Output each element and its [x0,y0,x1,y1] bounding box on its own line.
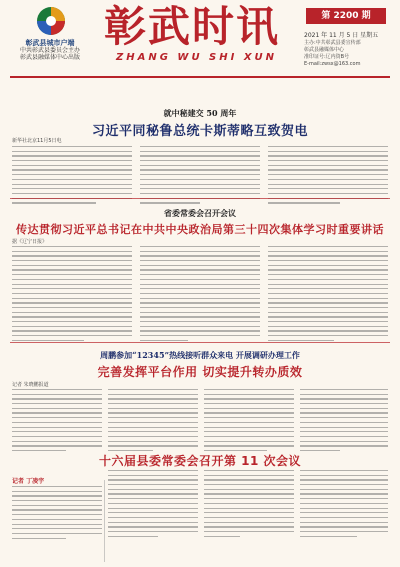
article-kicker: 省委常委会召开会议 [164,208,236,218]
article-headline: 习近平同秘鲁总统卡斯蒂略互致贺电 [91,124,308,139]
org-line: 彰武县融媒体中心出版 [19,54,80,61]
article-kicker: 就中秘建交 50 周年 [163,108,237,118]
org-name: 彰武县城市户端 [25,39,75,47]
article-kicker: 周鹏参加“12345”热线接听群众来电 开展调研办理工作 [100,350,300,360]
info-line: 主办:中共彰武县委宣传部 [304,40,361,46]
issue-info [304,40,394,68]
article-text [108,389,198,455]
article-byline: 记者 朱晓鹏报道 [12,382,49,388]
article-text [12,246,132,344]
newspaper-title: 彰武时讯 [104,2,281,51]
article-headline: 十六届县委常委会召开第 11 次会议 [98,454,302,468]
article-headline: 传达贯彻习近平总书记在中共中央政治局第三十四次集体学习时重要讲话 [16,223,384,236]
article-byline: 记者 丁凌宇 [12,478,45,485]
article-byline: 新华社北京11月5日电 [12,138,62,144]
article-text [108,470,198,540]
article-byline: 据《辽宁日报》 [12,239,48,245]
section-divider [10,198,390,199]
info-line: E-mail:zwsx@163.com [304,61,361,67]
issue-number: 第 2200 期 [306,8,386,24]
org-line: 中共彰武县委员会主办 [19,47,80,54]
info-line: 准印证号:辽内资B号 [304,54,350,60]
article-text [268,246,388,344]
article-text [12,486,102,542]
newspaper-title-en: ZHANG WU SHI XUN [116,52,278,63]
article-text [300,470,388,540]
article-text [12,389,102,455]
masthead-rule [10,76,390,78]
article-headline: 完善发挥平台作用 切实提升转办质效 [97,365,303,379]
article-text [204,389,294,455]
article-text [300,389,388,455]
county-logo-icon [36,6,66,36]
article-text [140,246,260,344]
column-rule [104,480,105,562]
org-info [10,40,90,61]
masthead [0,0,400,76]
article-text [204,470,294,540]
info-line: 彰武县融媒体中心 [304,47,345,53]
issue-date: 2021 年 11 月 5 日 星期五 [304,32,379,39]
section-divider [10,342,390,343]
